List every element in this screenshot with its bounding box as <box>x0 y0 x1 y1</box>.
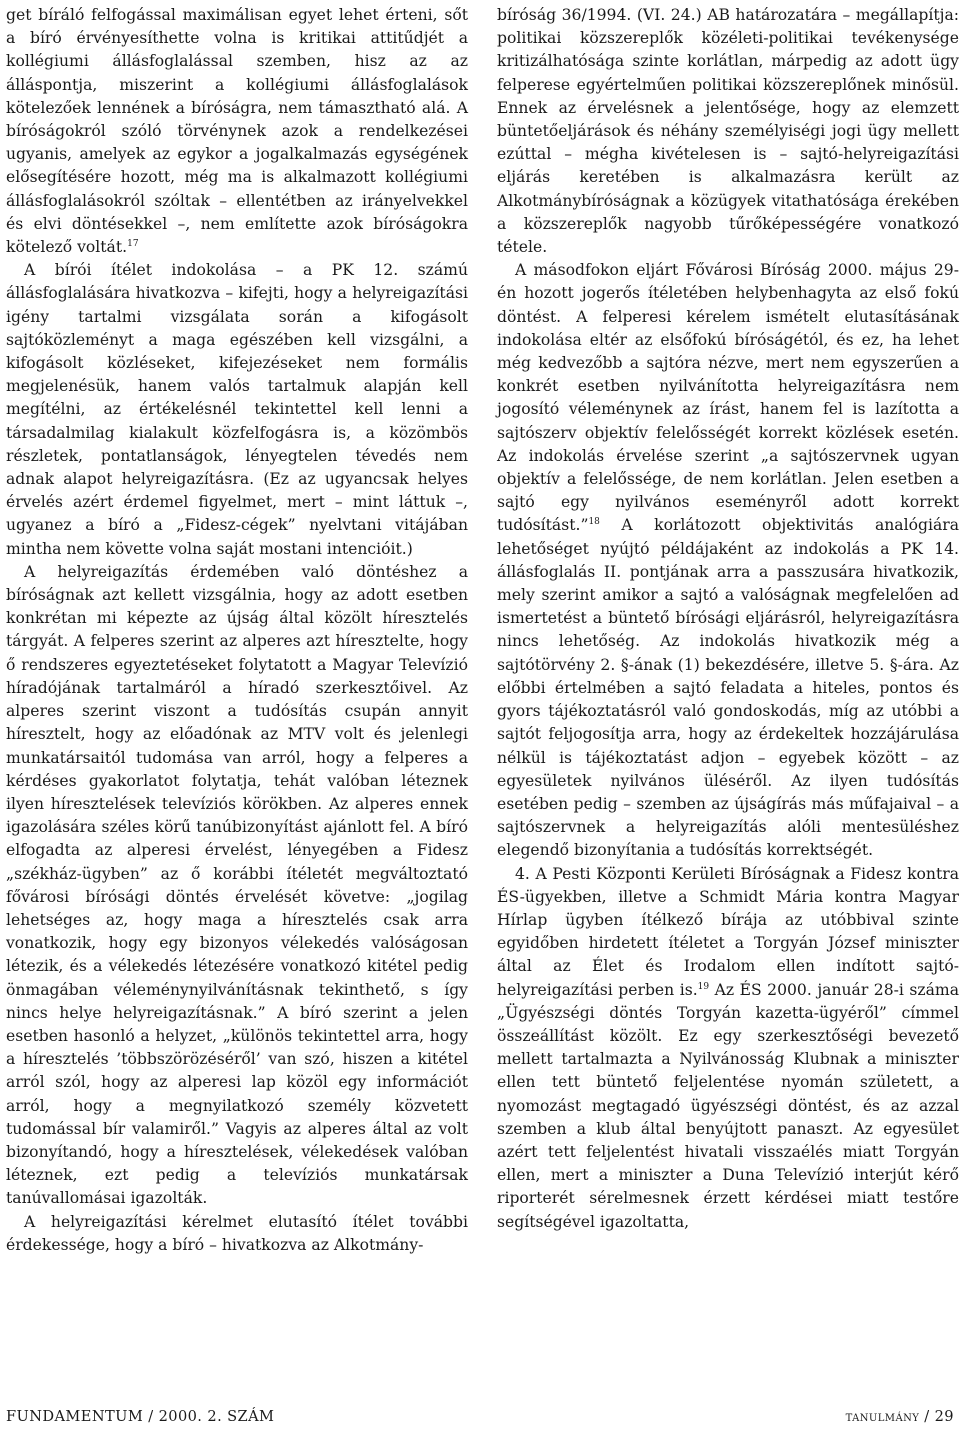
footnote-ref-18: 18 <box>588 517 600 528</box>
right-column <box>497 4 959 1234</box>
paragraph-pk12: A bírói ítélet indokolása – a PK 12. számú állásfoglalására hivatkozva – kifejti, hogy a helyreigazítási igény tartalmi vizsgálata során a kifogásolt sajtóközleményt a maga egészében kell vizsgálni, a kifogásolt közléseket, kifejezéseket nem formális megjelenésük, hanem valós tartalmuk alapján kell megítélni, az értékelésnél tekintettel kell lenni a társadalmilag kialakult közfelfogásra is, a közömbös részletek, pontatlanságok, lényegtelen tévedés nem adnak alapot helyreigazításra. (Ez az ugyancsak helyes érvelés azért érdemel figyelmet, mert – mint láttuk –, ugyanez a bíró a „Fidesz-cégek” nyelvtani vitájában mintha nem követte volna saját mostani intencióit.) <box>6 261 468 558</box>
footnote-ref-19: 19 <box>697 981 710 992</box>
journal-footer: FUNDAMENTUM / 2000. 2. SZÁM <box>6 1408 275 1425</box>
section-label: tanulmány <box>845 1408 920 1425</box>
left-column <box>6 4 468 1257</box>
paragraph-text: Az ÉS 2000. január 28-i száma „Ügyészségi döntés Torgyán kazetta-ügyéről” címmel összeállítást közölt. Ez egy szerkesztőségi bevezető mellett tartalmazta a Nyilvánosság Klubnak a miniszter ellen tett büntető feljelentése nyomán született, a nyomozást megtagadó ügyészségi döntést, és az azzal szemben a klub által benyújtott panaszt. Az egyesület azért tett feljelentést hivatali visszaélés miatt Torgyán ellen, mert a miniszter a Duna Televízió interjút kérő riporterét sérelmesnek érzett kérdései miatt testőre segítségével igazoltatta, <box>497 980 959 1231</box>
paragraph-text: A másodfokon eljárt Fővárosi Bíróság 2000. május 29-én hozott jogerős ítéletében helybenhagyta az első fokú döntést. A felperesi kérelem ismételt elutasításának indokolása eltér az elsőfokú bíróságétól, és ez, ha lehet még kedvezőbb a sajtóra nézve, mert nem egyszerűen a konkrét esetben nyilvánította helyreigazításra nem jogosító véleménynek az írást, hanem fel is lazította a sajtószerv objektív felelősségét korrekt közlések esetén. Az indokolás érvelése szerint „a sajtószervnek ugyan objektív a felelőssége, de nem korlátlan. Jelen esetben a sajtó egy nyilvános eseményről adott korrekt tudósítást.” <box>497 261 959 535</box>
paragraph-text: 4. A Pesti Központi Kerületi Bíróságnak a Fidesz kontra ÉS-ügyekben, illetve a Schmidt Mária kontra Magyar Hírlap ügyben ítélkező bírája az utóbbival szinte egyidőben hirdetett ítéletet a Torgyán József miniszter által az Élet és Irodalom ellen indított sajtó-helyreigazítási perben is. <box>497 864 959 999</box>
paragraph-masodfok <box>497 259 959 862</box>
paragraph-section-4 <box>497 863 959 1234</box>
paragraph-elutasito-itelet: A helyreigazítási kérelmet elutasító ítélet további érdekessége, hogy a bíró – hivatkozva az Alkotmány- <box>6 1212 468 1254</box>
paragraph-text: A korlátozott objektivitás analógiára lehetőséget nyújtó példájaként az indokolás a PK 14. állásfoglalás II. pontjának arra a passzusára hivatkozik, mely szerint amikor a sajtó a valóságnak megfelelően ad ismertetést a büntető bírósági eljárásról, helyreigazításra nincs lehetőség. Az indokolás hivatkozik még a sajtótörvény 2. §-ának (1) bekezdésére, illetve 5. §-ára. Az előbbi értelmében a sajtó feladata a hiteles, pontos és gyors tájékoztatásról való gondoskodás, míg az utóbbi a sajtót feljogosítja arra, hogy az érdekeltek hozzájárulása nélkül is tájékoztatást adjon – egyebek között – az egyesületek nyilvános üléséről. Az ilyen tudósítás esetében pedig – szemben az újságírás más műfajaival – a sajtószervnek a helyreigazítás alóli mentesüléshez elegendő bizonyítania a tudósítás korrektségét. <box>497 516 959 860</box>
paragraph-helyreigazitas: A helyreigazítás érdemében való döntéshez a bíróságnak azt kellett vizsgálnia, hogy az adott esetben konkrétan mi képezte az újság által közölt híresztelés tárgyát. A felperes szerint az alperes azt híresztelte, hogy ő rendszeres egyeztetéseket folytatott a Magyar Televízió híradójának tartalmáról a híradó szerkesztőivel. Az alperes szerint viszont a tudósítás csupán annyit híresztelt, hogy az előadónak az MTV volt és jelenlegi munkatársaitól tudomása van arról, hogy a felperes a kérdéses gyakorlatot folytatja, tehát valóban léteznek ilyen híresztelések televíziós körökben. Az alperes ennek igazolására széles körű tanúbizonyítást ajánlott fel. A bíró elfogadta az alperesi érvelést, lényegében a Fidesz „székház-ügyben” az ő korábbi ítéletét megváltoztató fővárosi bírósági döntés érvelését követve: „jogilag lehetséges az, hogy maga a híresztelés csak arra vonatkozik, hogy egy bizonyos vélekedés valóságosan létezik, és a vélekedés létezésére vonatkozó kitétel pedig önmagában véleménynyilvánításnak tekinthető, s így nincs helye helyreigazításnak.” A bíró szerint a jelen esetben hasonló a helyzet, „különös tekintettel arra, hogy a híresztelés ’többszörözéséről’ van szó, hiszen a kitétel arról szól, hogy az alperesi lap közöl egy információt arról, hogy a megnyilatkozó személy közvetett tudomással bír valamiről.” Vagyis az alperes által az volt bizonyítandó, hogy a híresztelések, vélekedések valóban léteznek, ezt pedig a televíziós munkatársak tanúvallomásai igazolták. <box>6 562 468 1208</box>
paragraph-continued <box>6 4 468 259</box>
footnote-ref-17: 17 <box>127 238 139 249</box>
section-footer <box>846 1408 954 1425</box>
paragraph-text: get bíráló felfogással maximálisan egyet lehet érteni, sőt a bíró érvényesíthette volna is kritikai attitűdjét a kollégiumi állásfoglalással szemben, hisz az az álláspontja, miszerint a kollégiumi állásfoglalások kötelezőek lennének a bíróságra, nem támasztható alá. A bíróságokról szóló törvénynek azok a rendelkezései ugyanis, amelyek az egykor a jogalkalmazás egységének elősegítésére hozott, még ma is alkalmazott kollégiumi állásfoglalásokról szóltak – ellentétben az irányelvekkel és elvi döntésekkel –, nem említette azok bíróságokra kötelező voltát. <box>6 6 468 257</box>
footer-separator: / <box>919 1408 935 1425</box>
page-number: 29 <box>934 1408 954 1425</box>
paragraph-ab-hatarozat: bíróság 36/1994. (VI. 24.) AB határozatára – megállapítja: politikai közszereplők közéleti-politikai tevékenysége kritizálhatósága szinte korlátlan, márpedig az adott ügy felperese egyértelműen politikai közszereplőnek minősül. Ennek az érvelésnek a jelentősége, hogy az elemzett büntetőeljárások és néhány személyiségi jogi ügy mellett ezúttal – mégha kivételesen is – sajtó-helyreigazítási eljárás keretében is alkalmazásra került az Alkotmánybíróságnak a közügyek vitathatósága érekében a közszereplők nagyobb tűrőképességére vonatkozó tétele. <box>497 6 959 257</box>
